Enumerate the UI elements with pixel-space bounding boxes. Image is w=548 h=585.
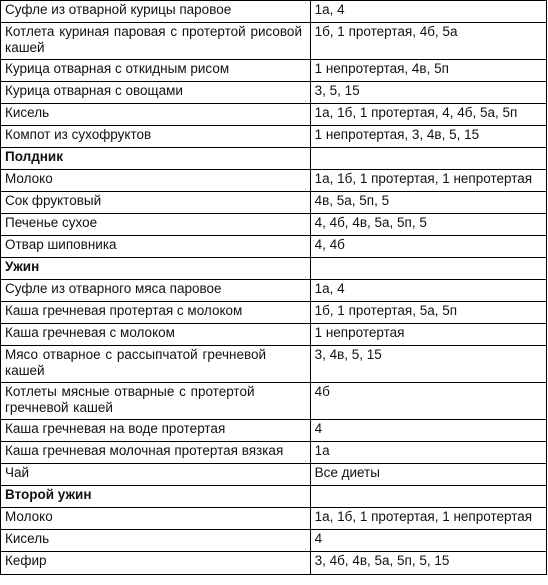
table-row: [1, 214, 547, 236]
table-row: [1, 104, 547, 126]
table-row: [1, 126, 547, 148]
table-row: [1, 192, 547, 214]
dish-cell: [1, 346, 311, 383]
table-row: [1, 170, 547, 192]
dish-cell: Каша гречневая молочная протертая вязкая: [1, 442, 311, 464]
diet-cell: 4б: [310, 383, 546, 420]
table-row: [1, 442, 547, 464]
dish-cell: Кисель: [1, 530, 311, 552]
table-row: [1, 420, 547, 442]
dish-cell: Каша гречневая с молоком: [1, 324, 311, 346]
diet-cell: Все диеты: [310, 464, 546, 486]
diet-cell: 1б, 1 протертая, 4б, 5а: [310, 23, 546, 60]
dish-cell: [1, 23, 311, 60]
diet-cell: 3, 4б, 4в, 5а, 5п, 5, 15: [310, 552, 546, 575]
dish-cell: Печенье сухое: [1, 214, 311, 236]
diet-cell: 1а, 1б, 1 протертая, 4, 4б, 5а, 5п: [310, 104, 546, 126]
dish-cell: Сок фруктовый: [1, 192, 311, 214]
dish-text: Мясо отварное с рассыпчатой гречневой кашей: [5, 347, 267, 378]
dish-cell: Курица отварная с овощами: [1, 82, 311, 104]
section-header-row: [1, 148, 547, 170]
diet-cell: 1 непротертая, 3, 4в, 5, 15: [310, 126, 546, 148]
table-row: [1, 1, 547, 23]
diet-cell: [310, 486, 546, 508]
table-row: [1, 60, 547, 82]
diet-cell: 4: [310, 420, 546, 442]
table-row: [1, 236, 547, 258]
diet-cell: [310, 148, 546, 170]
diet-cell: 3, 4в, 5, 15: [310, 346, 546, 383]
dish-cell: Суфле из отварного мяса паровое: [1, 280, 311, 302]
dish-cell: Кисель: [1, 104, 311, 126]
section-header-row: [1, 258, 547, 280]
diet-cell: 4, 4б, 4в, 5а, 5п, 5: [310, 214, 546, 236]
section-heading: Полдник: [1, 148, 311, 170]
dish-cell: Курица отварная с откидным рисом: [1, 60, 311, 82]
table-row: [1, 508, 547, 530]
table-row: [1, 82, 547, 104]
dish-cell: Молоко: [1, 508, 311, 530]
table-row: [1, 464, 547, 486]
diet-cell: 1 непротертая, 4в, 5п: [310, 60, 546, 82]
diet-cell: 3, 5, 15: [310, 82, 546, 104]
section-heading: Ужин: [1, 258, 311, 280]
dish-cell: Молоко: [1, 170, 311, 192]
dish-text: Котлета куриная паровая с протертой рисовой кашей: [5, 24, 302, 55]
dish-cell: Отвар шиповника: [1, 236, 311, 258]
table-row: [1, 346, 547, 383]
section-heading: Второй ужин: [1, 486, 311, 508]
table-row: [1, 552, 547, 575]
diet-cell: 4, 4б: [310, 236, 546, 258]
diet-cell: 4в, 5а, 5п, 5: [310, 192, 546, 214]
table-row: [1, 383, 547, 420]
dish-text: Котлеты мясные отварные с протертой гречневой кашей: [5, 384, 255, 415]
diet-cell: 1а, 1б, 1 протертая, 1 непротертая: [310, 508, 546, 530]
table-row: [1, 23, 547, 60]
dish-cell: Чай: [1, 464, 311, 486]
table-row: [1, 280, 547, 302]
table-row: [1, 530, 547, 552]
table-row: [1, 302, 547, 324]
diet-cell: 1 непротертая: [310, 324, 546, 346]
dish-cell: Каша гречневая протертая с молоком: [1, 302, 311, 324]
diet-cell: 4: [310, 530, 546, 552]
diet-cell: 1а: [310, 442, 546, 464]
diet-cell: 1б, 1 протертая, 5а, 5п: [310, 302, 546, 324]
section-header-row: [1, 486, 547, 508]
dish-cell: Компот из сухофруктов: [1, 126, 311, 148]
dish-cell: Кефир: [1, 552, 311, 575]
table-row: [1, 324, 547, 346]
dish-cell: Суфле из отварной курицы паровое: [1, 1, 311, 23]
diet-cell: 1а, 4: [310, 1, 546, 23]
diet-cell: 1а, 4: [310, 280, 546, 302]
dish-cell: [1, 383, 311, 420]
diet-cell: 1а, 1б, 1 протертая, 1 непротертая: [310, 170, 546, 192]
diet-cell: [310, 258, 546, 280]
dish-cell: Каша гречневая на воде протертая: [1, 420, 311, 442]
